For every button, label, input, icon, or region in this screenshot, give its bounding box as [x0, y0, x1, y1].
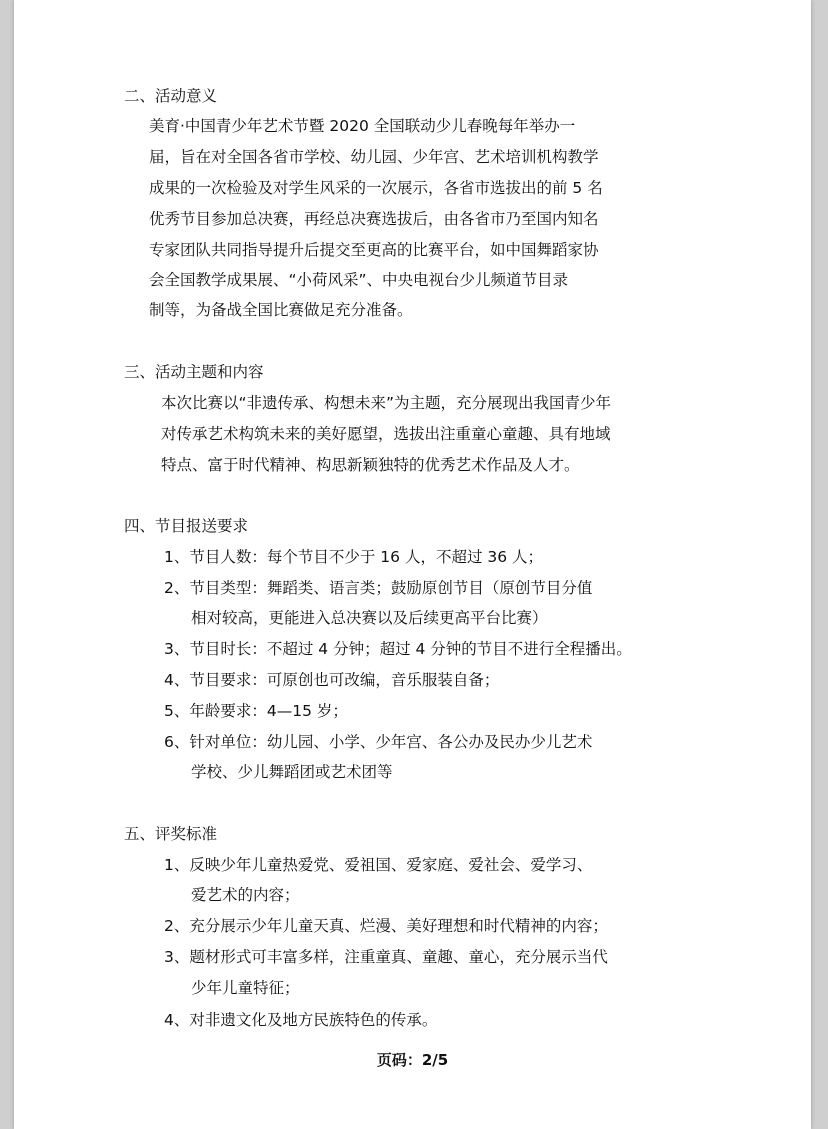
- paragraph-line: 特点、富于时代精神、构思新颖独特的优秀艺术作品及人才。: [161, 456, 580, 474]
- list-item: 4、节目要求：可原创也可改编，音乐服装自备；: [164, 671, 500, 689]
- paragraph-line: 届，旨在对全国各省市学校、幼儿园、少年宫、艺术培训机构教学: [149, 148, 599, 166]
- list-item: 5、年龄要求：4—15 岁；: [164, 702, 348, 720]
- section-heading-significance: 二、活动意义: [124, 87, 218, 105]
- paragraph-line: 制等，为备战全国比赛做足充分准备。: [149, 301, 413, 319]
- list-item-continuation: 相对较高，更能进入总决赛以及后续更高平台比赛）: [191, 609, 548, 627]
- list-item: 1、反映少年儿童热爱党、爱祖国、爱家庭、爱社会、爱学习、: [164, 856, 593, 874]
- list-item: 3、节目时长：不超过 4 分钟；超过 4 分钟的节目不进行全程播出。: [164, 640, 632, 658]
- section-heading-requirements: 四、节目报送要求: [124, 517, 249, 535]
- list-item-continuation: 少年儿童特征；: [191, 979, 300, 997]
- list-item: 2、节目类型：舞蹈类、语言类；鼓励原创节目（原创节目分值: [164, 579, 593, 597]
- paragraph-line: 本次比赛以“非遗传承、构想未来”为主题，充分展现出我国青少年: [161, 394, 612, 412]
- page-number: 页码：2/5: [376, 1051, 449, 1069]
- list-item-continuation: 学校、少儿舞蹈团或艺术团等: [191, 763, 393, 781]
- list-item-continuation: 爱艺术的内容；: [191, 886, 300, 904]
- paragraph-line: 美育·中国青少年艺术节暨 2020 全国联动少儿春晚每年举办一: [149, 117, 576, 135]
- section-heading-theme: 三、活动主题和内容: [124, 363, 264, 381]
- paragraph-line: 成果的一次检验及对学生风采的一次展示，各省市选拔出的前 5 名: [149, 179, 603, 197]
- list-item: 2、充分展示少年儿童天真、烂漫、美好理想和时代精神的内容；: [164, 917, 608, 935]
- section-heading-criteria: 五、评奖标准: [124, 825, 218, 843]
- paragraph-line: 优秀节目参加总决赛，再经总决赛选拔后，由各省市乃至国内知名: [149, 210, 599, 228]
- paragraph-line: 会全国教学成果展、“小荷风采”、中央电视台少儿频道节目录: [149, 271, 569, 289]
- paragraph-line: 对传承艺术构筑未来的美好愿望，选拔出注重童心童趣、具有地域: [161, 425, 611, 443]
- paragraph-line: 专家团队共同指导提升后提交至更高的比赛平台，如中国舞蹈家协: [149, 241, 599, 259]
- document-page: [14, 0, 811, 1129]
- list-item: 4、对非遗文化及地方民族特色的传承。: [164, 1011, 438, 1029]
- list-item: 6、针对单位：幼儿园、小学、少年宫、各公办及民办少儿艺术: [164, 733, 593, 751]
- list-item: 1、节目人数：每个节目不少于 16 人，不超过 36 人；: [164, 548, 544, 566]
- list-item: 3、题材形式可丰富多样，注重童真、童趣、童心，充分展示当代: [164, 948, 608, 966]
